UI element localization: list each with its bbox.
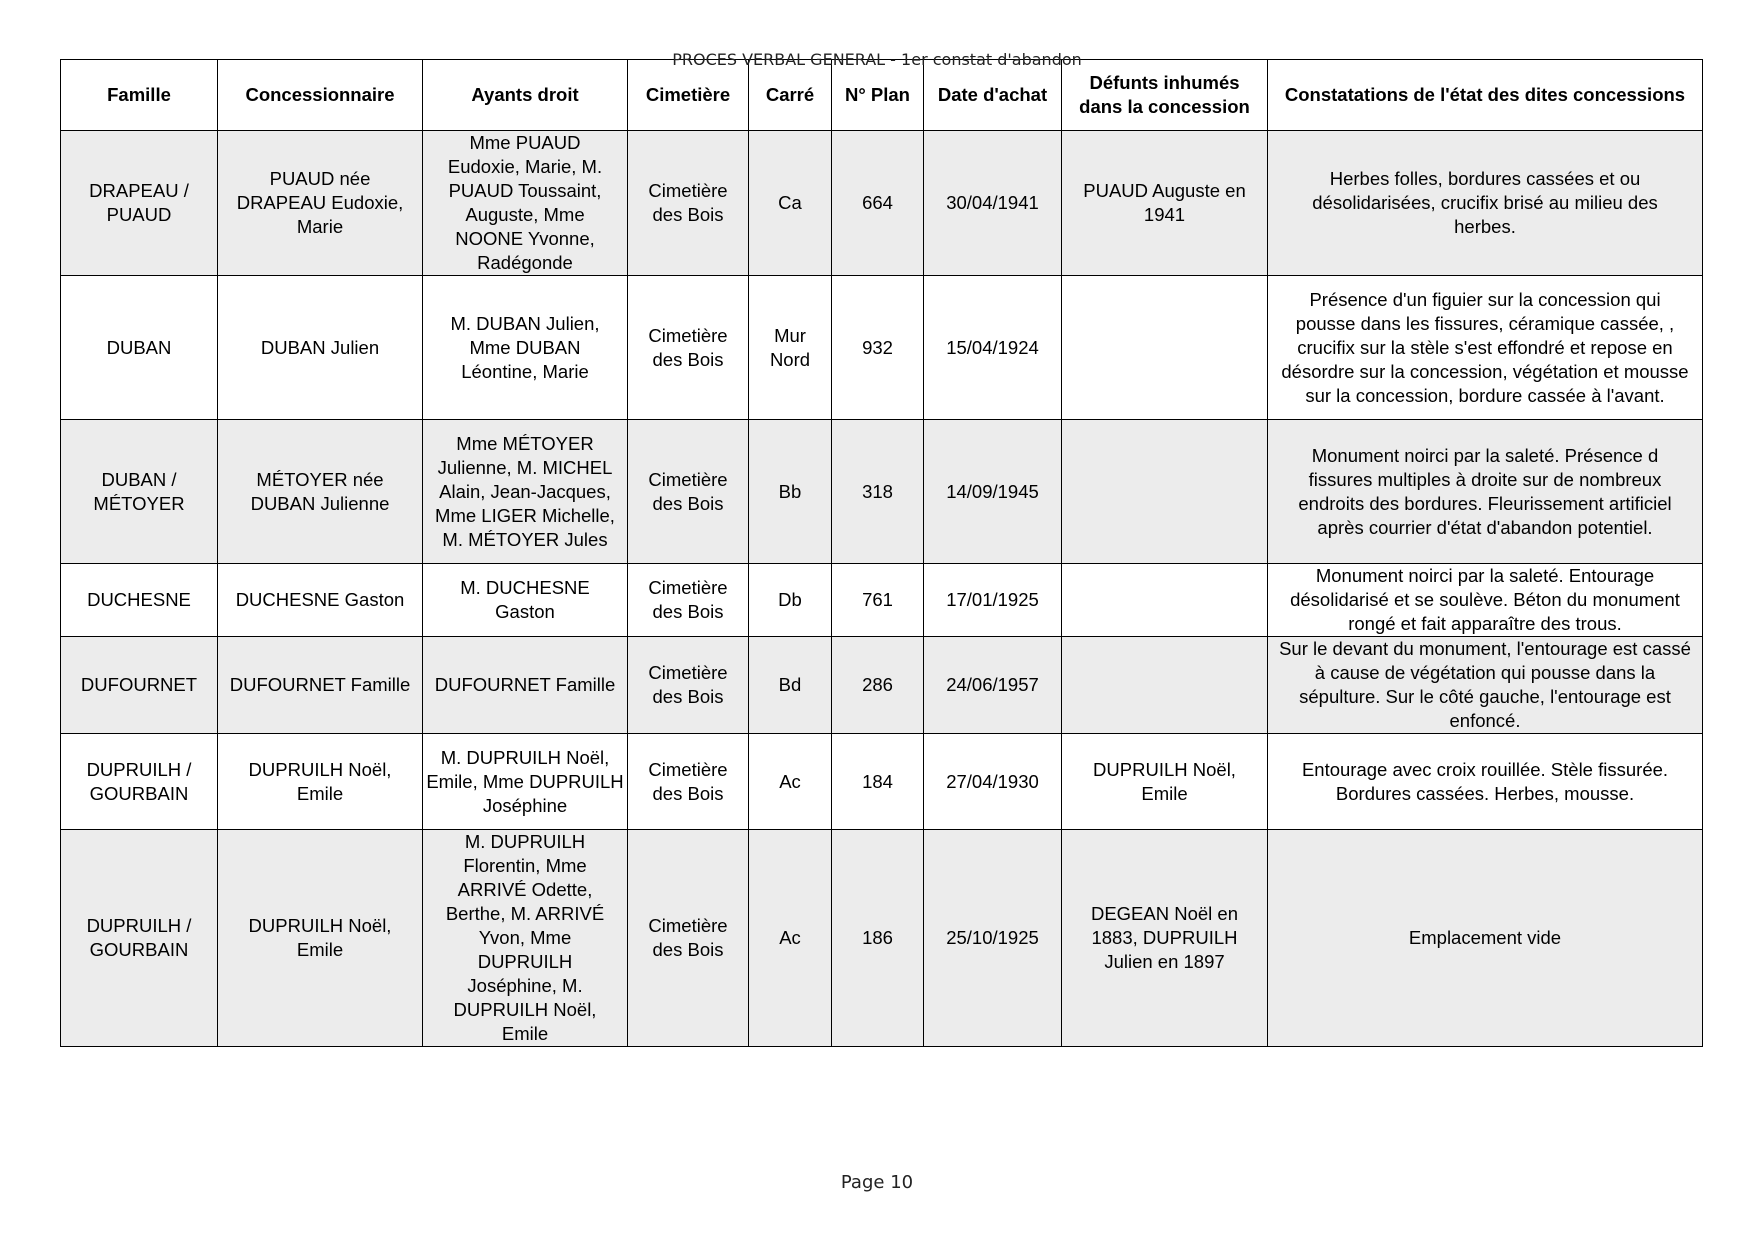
cell-famille: DUPRUILH / GOURBAIN	[61, 734, 218, 830]
cell-carre: Bd	[749, 637, 832, 734]
header-row	[61, 60, 1703, 131]
cell-ayants-droit: M. DUCHESNE Gaston	[423, 564, 628, 637]
cell-defunts: PUAUD Auguste en 1941	[1062, 131, 1268, 276]
cell-defunts: DEGEAN Noël en 1883, DUPRUILH Julien en 1897	[1062, 830, 1268, 1047]
header-date-achat: Date d'achat	[924, 60, 1062, 131]
cell-date-achat: 14/09/1945	[924, 420, 1062, 564]
cell-ayants-droit: M. DUBAN Julien, Mme DUBAN Léontine, Marie	[423, 276, 628, 420]
cell-date-achat: 15/04/1924	[924, 276, 1062, 420]
cell-plan: 184	[832, 734, 924, 830]
cell-carre: Mur Nord	[749, 276, 832, 420]
concessions-table	[60, 59, 1703, 1047]
cell-ayants-droit: M. DUPRUILH Florentin, Mme ARRIVÉ Odette, Berthe, M. ARRIVÉ Yvon, Mme DUPRUILH Joséphine, M. DUPRUILH Noël, Emile	[423, 830, 628, 1047]
header-constatations: Constatations de l'état des dites concessions	[1268, 60, 1703, 131]
cell-date-achat: 25/10/1925	[924, 830, 1062, 1047]
header-defunts: Défunts inhumés dans la concession	[1062, 60, 1268, 131]
table-row	[61, 564, 1703, 637]
table-row	[61, 131, 1703, 276]
cell-constatations: Monument noirci par la saleté. Entourage désolidarisé et se soulève. Béton du monument rongé et fait apparaître des trous.	[1268, 564, 1703, 637]
cell-constatations: Monument noirci par la saleté. Présence d fissures multiples à droite sur de nombreux endroits des bordures. Fleurissement artificiel après courrier d'état d'abandon potentiel.	[1268, 420, 1703, 564]
cell-cimetiere: Cimetière des Bois	[628, 637, 749, 734]
page-number: Page 10	[840, 1172, 914, 1193]
cell-cimetiere: Cimetière des Bois	[628, 131, 749, 276]
table-row	[61, 420, 1703, 564]
header-cimetiere: Cimetière	[628, 60, 749, 131]
cell-defunts	[1062, 420, 1268, 564]
cell-ayants-droit: Mme MÉTOYER Julienne, M. MICHEL Alain, Jean-Jacques, Mme LIGER Michelle, M. MÉTOYER Jules	[423, 420, 628, 564]
cell-cimetiere: Cimetière des Bois	[628, 276, 749, 420]
cell-plan: 318	[832, 420, 924, 564]
document-title: PROCES VERBAL GENERAL - 1er constat d'abandon	[672, 50, 1082, 69]
table-row	[61, 734, 1703, 830]
cell-defunts: DUPRUILH Noël, Emile	[1062, 734, 1268, 830]
header-concessionnaire: Concessionnaire	[218, 60, 423, 131]
cell-famille: DRAPEAU / PUAUD	[61, 131, 218, 276]
cell-concessionnaire: DUFOURNET Famille	[218, 637, 423, 734]
cell-concessionnaire: DUPRUILH Noël, Emile	[218, 734, 423, 830]
cell-constatations: Herbes folles, bordures cassées et ou désolidarisées, crucifix brisé au milieu des herbes.	[1268, 131, 1703, 276]
cell-plan: 761	[832, 564, 924, 637]
cell-carre: Ac	[749, 734, 832, 830]
cell-concessionnaire: DUPRUILH Noël, Emile	[218, 830, 423, 1047]
cell-ayants-droit: DUFOURNET Famille	[423, 637, 628, 734]
header-carre: Carré	[749, 60, 832, 131]
cell-constatations: Sur le devant du monument, l'entourage est cassé à cause de végétation qui pousse dans la sépulture. Sur le côté gauche, l'entourage est enfoncé.	[1268, 637, 1703, 734]
table-row	[61, 637, 1703, 734]
cell-date-achat: 17/01/1925	[924, 564, 1062, 637]
cell-date-achat: 27/04/1930	[924, 734, 1062, 830]
cell-date-achat: 30/04/1941	[924, 131, 1062, 276]
cell-plan: 932	[832, 276, 924, 420]
cell-constatations: Présence d'un figuier sur la concession qui pousse dans les fissures, céramique cassée, , crucifix sur la stèle s'est effondré et repose en désordre sur la concession, végétation et mousse sur la concession, bordure cassée à l'avant.	[1268, 276, 1703, 420]
cell-ayants-droit: M. DUPRUILH Noël, Emile, Mme DUPRUILH Joséphine	[423, 734, 628, 830]
cell-cimetiere: Cimetière des Bois	[628, 420, 749, 564]
cell-concessionnaire: DUBAN Julien	[218, 276, 423, 420]
cell-concessionnaire: PUAUD née DRAPEAU Eudoxie, Marie	[218, 131, 423, 276]
cell-cimetiere: Cimetière des Bois	[628, 564, 749, 637]
cell-carre: Ac	[749, 830, 832, 1047]
cell-famille: DUCHESNE	[61, 564, 218, 637]
cell-defunts	[1062, 276, 1268, 420]
cell-concessionnaire: DUCHESNE Gaston	[218, 564, 423, 637]
table-row	[61, 276, 1703, 420]
cell-concessionnaire: MÉTOYER née DUBAN Julienne	[218, 420, 423, 564]
cell-ayants-droit: Mme PUAUD Eudoxie, Marie, M. PUAUD Toussaint, Auguste, Mme NOONE Yvonne, Radégonde	[423, 131, 628, 276]
cell-famille: DUPRUILH / GOURBAIN	[61, 830, 218, 1047]
cell-famille: DUBAN	[61, 276, 218, 420]
cell-carre: Bb	[749, 420, 832, 564]
cell-plan: 664	[832, 131, 924, 276]
cell-cimetiere: Cimetière des Bois	[628, 830, 749, 1047]
header-ayants-droit: Ayants droit	[423, 60, 628, 131]
cell-famille: DUBAN / MÉTOYER	[61, 420, 218, 564]
cell-plan: 186	[832, 830, 924, 1047]
cell-carre: Db	[749, 564, 832, 637]
cell-famille: DUFOURNET	[61, 637, 218, 734]
cell-cimetiere: Cimetière des Bois	[628, 734, 749, 830]
cell-carre: Ca	[749, 131, 832, 276]
header-plan: N° Plan	[832, 60, 924, 131]
header-famille: Famille	[61, 60, 218, 131]
cell-constatations: Entourage avec croix rouillée. Stèle fissurée. Bordures cassées. Herbes, mousse.	[1268, 734, 1703, 830]
cell-defunts	[1062, 637, 1268, 734]
cell-date-achat: 24/06/1957	[924, 637, 1062, 734]
cell-constatations: Emplacement vide	[1268, 830, 1703, 1047]
table-row	[61, 830, 1703, 1047]
cell-plan: 286	[832, 637, 924, 734]
cell-defunts	[1062, 564, 1268, 637]
